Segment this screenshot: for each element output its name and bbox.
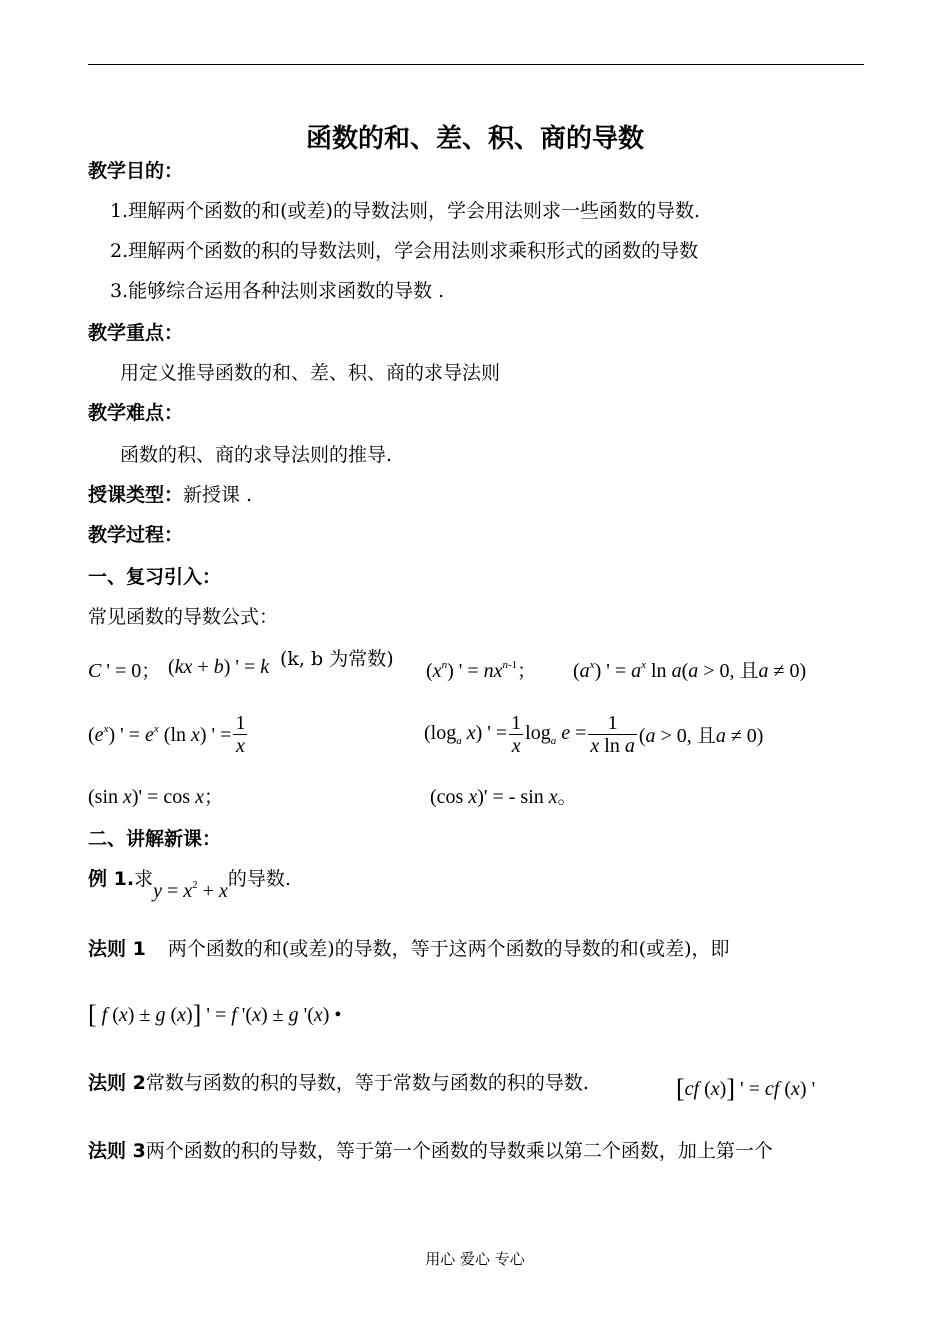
formula-constant: C ' = 0； (88, 660, 161, 682)
objectives-heading: 教学目的： (88, 160, 184, 182)
rule-3-text: 两个函数的积的导数，等于第一个函数的导数乘以第二个函数，加上第一个 (145, 1140, 773, 1162)
section2-heading: 二、讲解新课： (88, 828, 222, 850)
rule-2-text: 常数与函数的积的导数，等于常数与函数的积的导数. (145, 1072, 589, 1094)
formula-sin: (sin x)' = cos x； (88, 786, 223, 808)
difficulty-text: 函数的积、商的求导法则的推导. (120, 444, 393, 466)
rule-1 (88, 934, 730, 961)
objective-item-2: 2.理解两个函数的积的导数法则，学会用法则求乘积形式的函数的导数 (110, 240, 699, 262)
formula-linear: (kx + b) ' = k (168, 656, 270, 678)
formula-exp-ln: $(e^x)$ ' = $e^x$ (ln x) ' = $\frac{1}{x}$ (88, 712, 246, 757)
formula-log: ($\log_a$ x) ' = $\frac{1}{x}$ $\log_a e$ = $\frac{1}{\text{x ln a}}$ (a > 0, 且a ≠ 0) (424, 712, 764, 757)
key-points-text: 用定义推导函数的和、差、积、商的求导法则 (120, 362, 501, 384)
example-1: 例 1.求$y = x^2 + x$的导数. (88, 868, 291, 902)
lesson-type-text: 新授课 . (183, 484, 253, 506)
rule-2-label: 法则 2 (88, 1072, 146, 1094)
lesson-type-line (88, 480, 252, 507)
rule-3-label: 法则 3 (88, 1140, 146, 1162)
page-title: 函数的和、差、积、商的导数 (305, 124, 644, 154)
process-heading: 教学过程： (88, 524, 184, 546)
formula-cos: (cos x)' = - sin x。 (430, 786, 577, 808)
difficulty-heading: 教学难点： (88, 402, 184, 424)
lesson-type-heading: 授课类型： (88, 484, 184, 506)
rule-1-text: 两个函数的和(或差)的导数，等于这两个函数的导数的和(或差)，即 (167, 938, 730, 960)
key-points-heading: 教学重点： (88, 322, 184, 344)
section1-heading: 一、复习引入： (88, 566, 222, 588)
rule-1-formula: [ f (x) ± g (x)] ' = f '(x) ± g '(x) • (88, 1000, 342, 1029)
formula-power: $(x^n)$ ' = $nx^{n-1}$； (426, 659, 537, 682)
example-1-label: 例 1. (88, 868, 135, 890)
objective-item-3: 3.能够综合运用各种法则求函数的导数 . (110, 280, 445, 302)
formula-kb-note: (k, b 为常数) (280, 648, 394, 670)
section1-intro: 常见函数的导数公式： (88, 606, 279, 628)
page-footer: 用心 爱心 专心 (425, 1250, 525, 1268)
rule-1-label: 法则 1 (88, 938, 146, 960)
header-rule (88, 64, 864, 65)
objective-item-1: 1.理解两个函数的和(或差)的导数法则，学会用法则求一些函数的导数. (110, 200, 700, 222)
rule-2-formula: [cf (x)] ' = cf (x) ' (676, 1074, 816, 1103)
formula-exponential: $(a^x)$ ' = $a^x$ ln a(a > 0, 且a ≠ 0) (573, 659, 807, 682)
rule-2 (88, 1068, 589, 1095)
example-1-formula: $y = x^2 + x$ (153, 879, 228, 902)
rule-3 (88, 1136, 773, 1163)
